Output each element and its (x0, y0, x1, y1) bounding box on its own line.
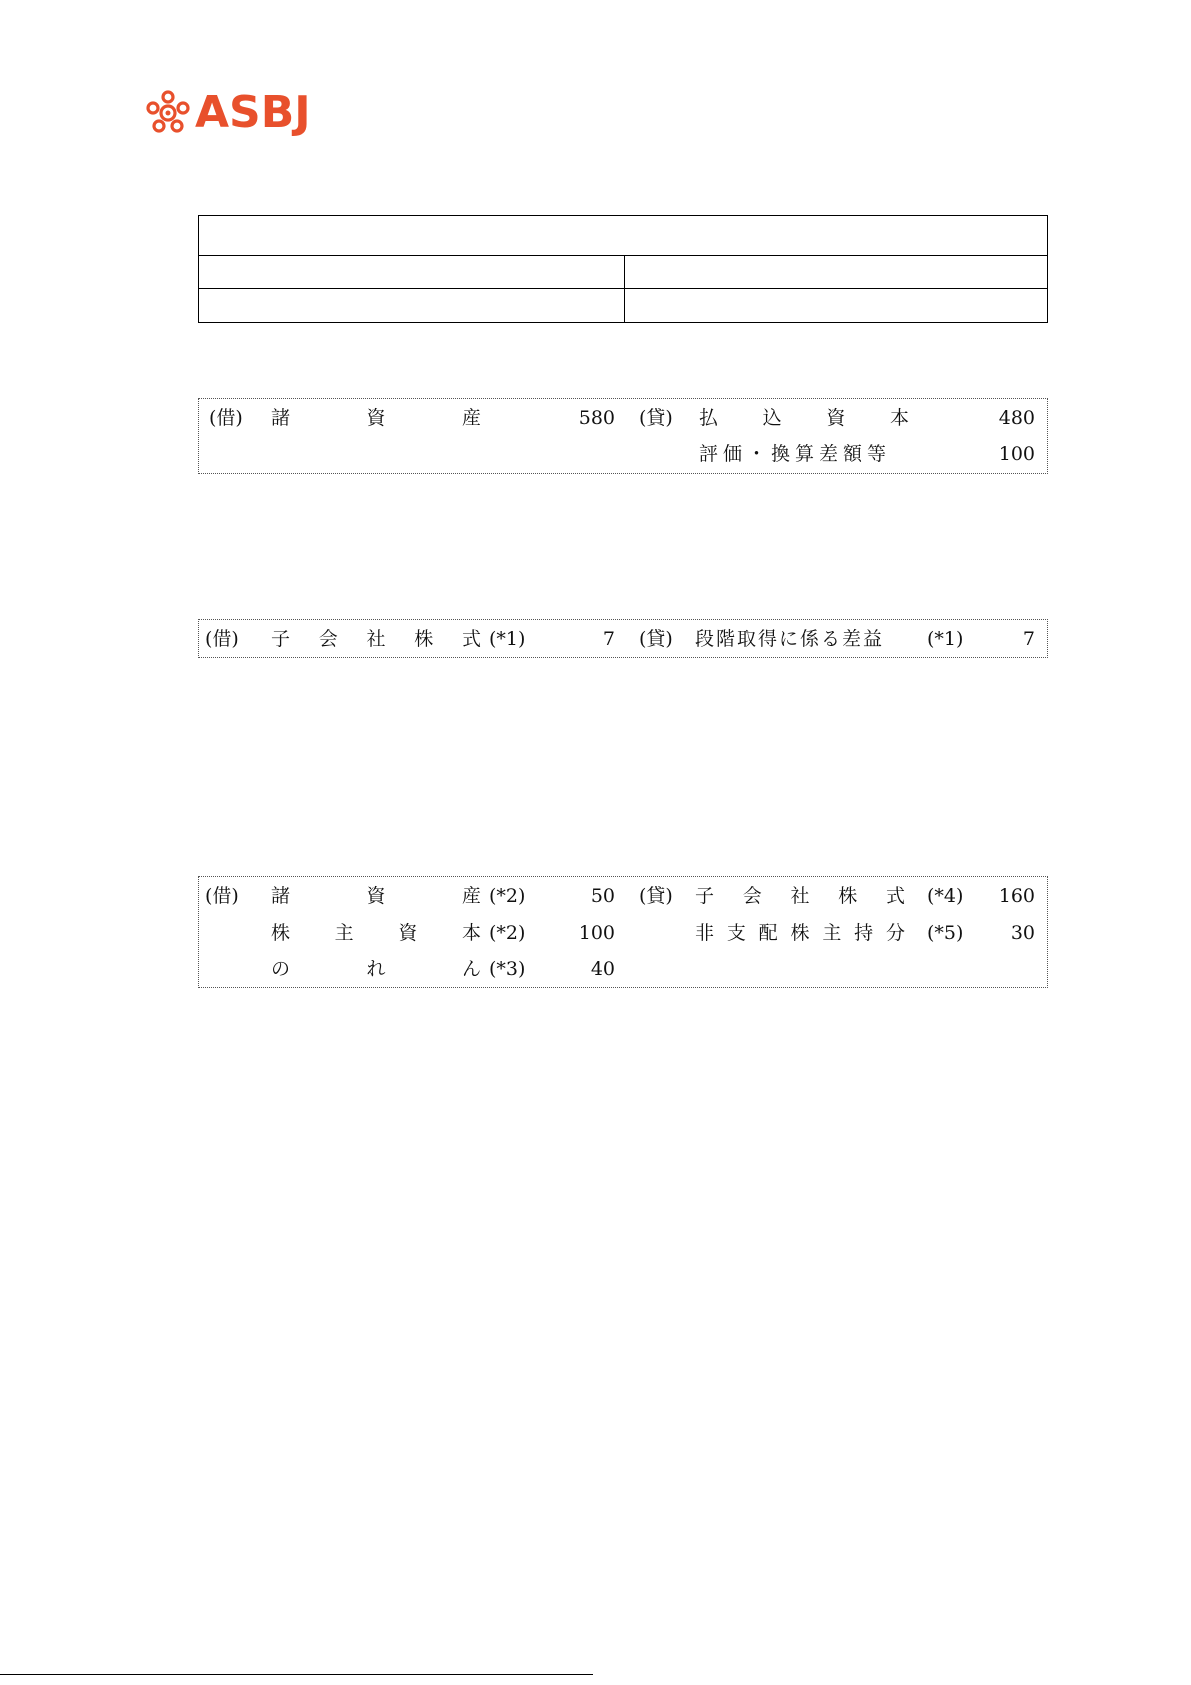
credit-note: (*1) (927, 628, 964, 650)
credit-account: 子 会 社 株 式 (695, 885, 905, 907)
debit-amount: 580 (578, 407, 615, 429)
logo-text: ASBJ (195, 87, 311, 138)
credit-amount: 30 (1010, 922, 1035, 944)
asbj-logo (145, 87, 311, 139)
debit-amount: 40 (590, 958, 615, 980)
credit-amount: 100 (998, 443, 1035, 465)
debit-marker: (借) (209, 407, 243, 429)
footnote-separator (0, 1674, 593, 1675)
journal-entry-1 (198, 398, 1048, 474)
journal-entry-2 (198, 619, 1048, 658)
journal-entry-3 (198, 876, 1048, 988)
credit-marker: (貸) (639, 885, 673, 907)
journal-row (199, 878, 1047, 914)
debit-account: 株 主 資 本 (271, 922, 481, 944)
credit-account: 段階取得に係る差益 (695, 628, 885, 650)
journal-row (199, 621, 1047, 657)
debit-note: (*2) (489, 885, 526, 907)
credit-note: (*5) (927, 922, 964, 944)
journal-row (199, 436, 1047, 472)
journal-row (199, 915, 1047, 951)
credit-amount: 480 (998, 407, 1035, 429)
credit-marker: (貸) (639, 628, 673, 650)
debit-marker: (借) (205, 885, 239, 907)
debit-account: 諸 資 産 (271, 407, 481, 429)
debit-account: 諸 資 産 (271, 885, 481, 907)
journal-row (199, 400, 1047, 436)
debit-note: (*2) (489, 922, 526, 944)
credit-amount: 7 (1022, 628, 1035, 650)
credit-note: (*4) (927, 885, 964, 907)
debit-note: (*3) (489, 958, 526, 980)
debit-account: の れ ん (271, 958, 481, 980)
credit-amount: 160 (998, 885, 1035, 907)
header-column-divider (624, 256, 625, 322)
debit-amount: 7 (602, 628, 615, 650)
credit-account: 非 支 配 株 主 持 分 (695, 922, 905, 944)
debit-amount: 100 (578, 922, 615, 944)
header-table (198, 215, 1048, 323)
debit-note: (*1) (489, 628, 526, 650)
header-row-3 (199, 289, 1047, 322)
asbj-emblem-icon (145, 90, 191, 136)
journal-row (199, 951, 1047, 987)
credit-account: 評価・換算差額等 (699, 443, 892, 465)
header-row-2 (199, 256, 1047, 289)
debit-amount: 50 (590, 885, 615, 907)
credit-marker: (貸) (639, 407, 673, 429)
debit-account: 子 会 社 株 式 (271, 628, 481, 650)
header-title-row (199, 216, 1047, 256)
debit-marker: (借) (205, 628, 239, 650)
credit-account: 払 込 資 本 (699, 407, 909, 429)
